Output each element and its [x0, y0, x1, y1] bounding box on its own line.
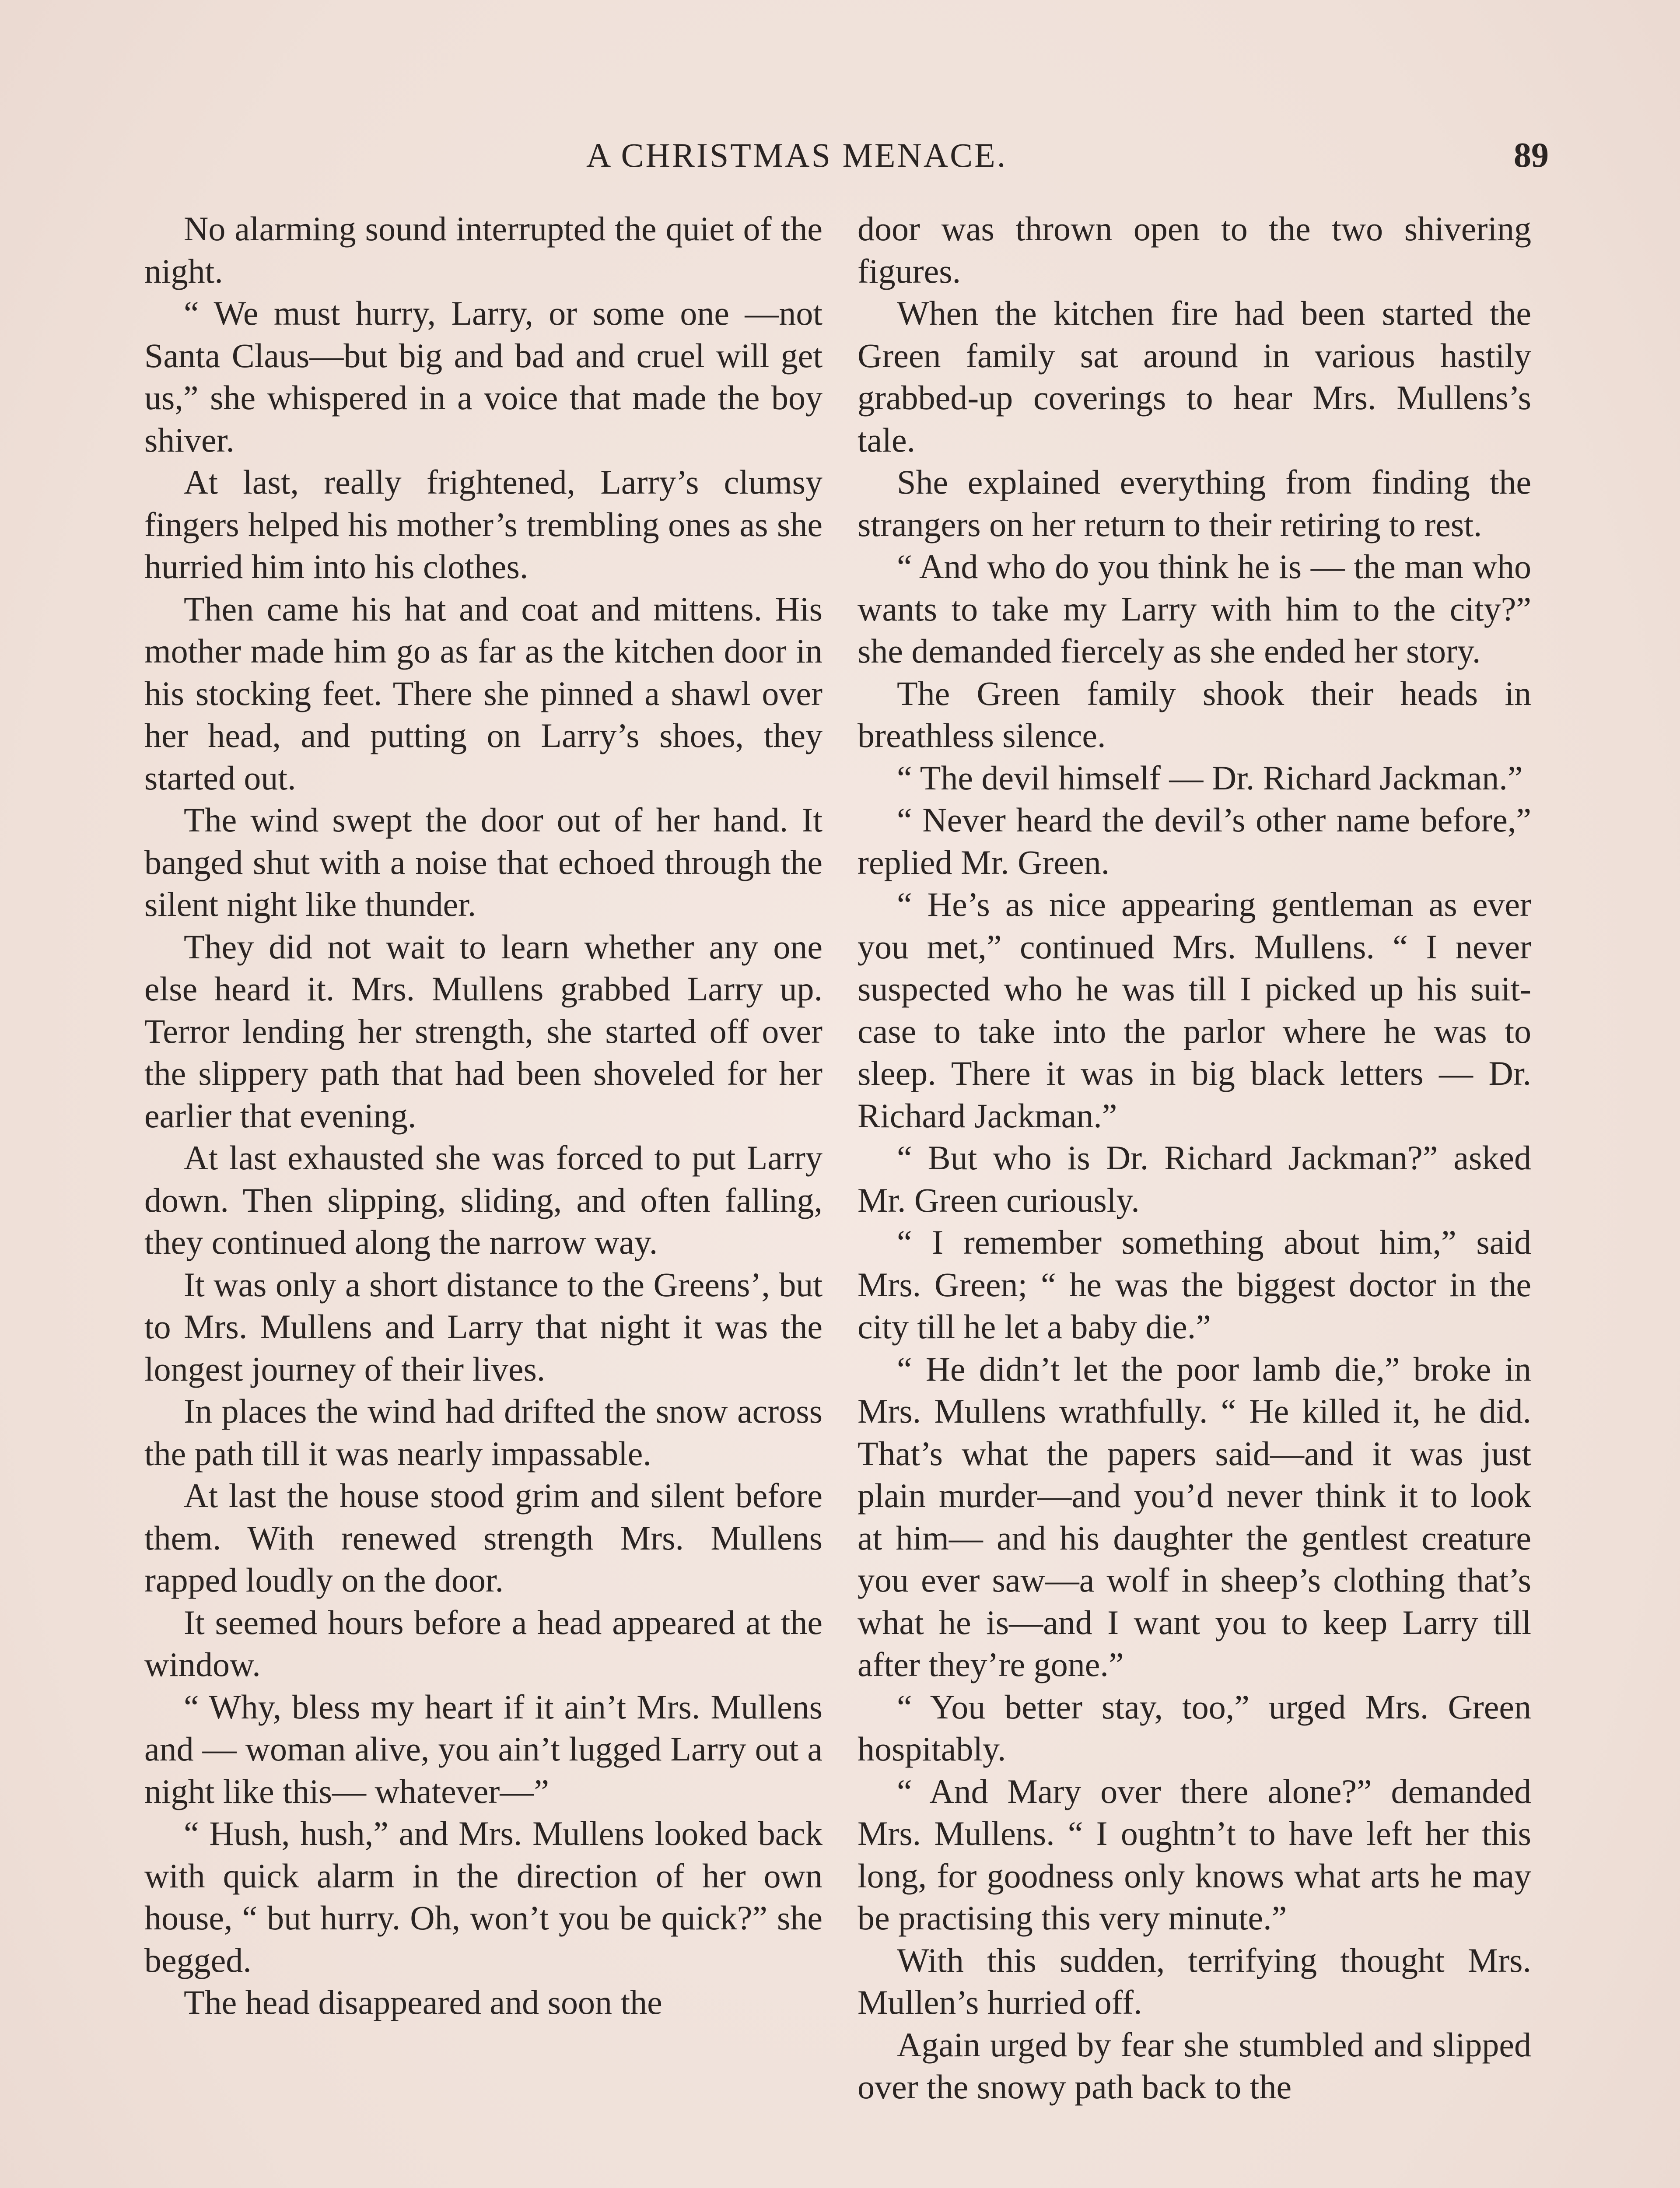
paragraph: The wind swept the door out of her hand. It banged shut with a noise that echoed through the silent night like thunder. — [144, 801, 822, 923]
running-head: A CHRISTMAS MENACE. — [586, 136, 1008, 174]
paragraph: “ He’s as nice appearing gentleman as ever you met,” continued Mrs. Mullens. “ I never suspected who he was till I picked up his suit-case to take into the parlor where he was to sleep. There it was in big black letters — Dr. Richard Jackman.” — [858, 885, 1531, 1135]
paragraph: At last exhausted she was forced to put Larry down. Then slipping, sliding, and often falling, they continued along the narrow way. — [144, 1139, 822, 1261]
paragraph: “ You better stay, too,” urged Mrs. Green hospitably. — [858, 1687, 1531, 1768]
paragraph: In places the wind had drifted the snow across the path till it was nearly impassable. — [144, 1392, 822, 1473]
paragraph: When the kitchen fire had been started the Green family sat around in various hastily grabbed-up coverings to hear Mrs. Mullens’s tale. — [858, 294, 1531, 459]
right-column — [858, 208, 1531, 2108]
paragraph: With this sudden, terrifying thought Mrs. Mullen’s hurried off. — [858, 1941, 1531, 2021]
paragraph: She explained everything from finding the strangers on her return to their retiring to rest. — [858, 463, 1531, 543]
paragraph: Then came his hat and coat and mittens. His mother made him go as far as the kitchen door in his stocking feet. There she pinned a shawl over her head, and putting on Larry’s shoes, they started out. — [144, 589, 822, 797]
left-column — [144, 208, 822, 2024]
paragraph: The Green family shook their heads in breathless silence. — [858, 674, 1531, 754]
paragraph: “ I remember something about him,” said Mrs. Green; “ he was the biggest doctor in the city till he let a baby die.” — [858, 1223, 1531, 1346]
paragraph: “ But who is Dr. Richard Jackman?” asked Mr. Green curiously. — [858, 1139, 1531, 1219]
page-header — [140, 131, 1549, 179]
page-number: 89 — [1514, 136, 1549, 175]
paragraph: “ He didn’t let the poor lamb die,” broke in Mrs. Mullens wrathfully. “ He killed it, he did. That’s what the papers said—and it was just plain murder—and you’d never think it to look at him— and his daughter the gentlest creature you ever saw—a wolf in sheep’s clothing that’s what he is—and I want you to keep Larry till after they’re gone.” — [858, 1350, 1531, 1683]
paragraph: It seemed hours before a head appeared at the window. — [144, 1603, 822, 1683]
paragraph: “ Hush, hush,” and Mrs. Mullens looked back with quick alarm in the direction of her own house, “ but hurry. Oh, won’t you be quick?” she begged. — [144, 1814, 822, 1979]
paragraph: “ We must hurry, Larry, or some one —not Santa Claus—but big and bad and cruel will get us,” she whispered in a voice that made the boy shiver. — [144, 294, 822, 459]
paragraph: “ And who do you think he is — the man who wants to take my Larry with him to the city?” she demanded fiercely as she ended her story. — [858, 547, 1531, 670]
paragraph: At last, really frightened, Larry’s clumsy fingers helped his mother’s trembling ones as she hurried him into his clothes. — [144, 463, 822, 586]
paragraph: No alarming sound interrupted the quiet of the night. — [144, 210, 822, 290]
paragraph: The head disappeared and soon the — [184, 1983, 662, 2021]
paragraph: They did not wait to learn whether any one else heard it. Mrs. Mullens grabbed Larry up. Terror lending her strength, she started off over the slippery path that had been shoveled for her earlier that evening. — [144, 927, 822, 1135]
paragraph: “ Why, bless my heart if it ain’t Mrs. Mullens and — woman alive, you ain’t lugged Larry out a night like this— whatever—” — [144, 1687, 822, 1810]
paragraph: Again urged by fear she stumbled and slipped over the snowy path back to the — [858, 2025, 1531, 2106]
paragraph-continuation: door was thrown open to the two shivering figures. — [858, 210, 1531, 290]
paragraph: “ The devil himself — Dr. Richard Jackman.” — [897, 758, 1523, 797]
paragraph: It was only a short distance to the Greens’, but to Mrs. Mullens and Larry that night it was the longest journey of their lives. — [144, 1265, 822, 1388]
paragraph: At last the house stood grim and silent before them. With renewed strength Mrs. Mullens rapped loudly on the door. — [144, 1476, 822, 1599]
paragraph: “ Never heard the devil’s other name before,” replied Mr. Green. — [858, 801, 1531, 881]
paragraph: “ And Mary over there alone?” demanded Mrs. Mullens. “ I oughtn’t to have left her this long, for goodness only knows what arts he may be practising this very minute.” — [858, 1772, 1531, 1937]
